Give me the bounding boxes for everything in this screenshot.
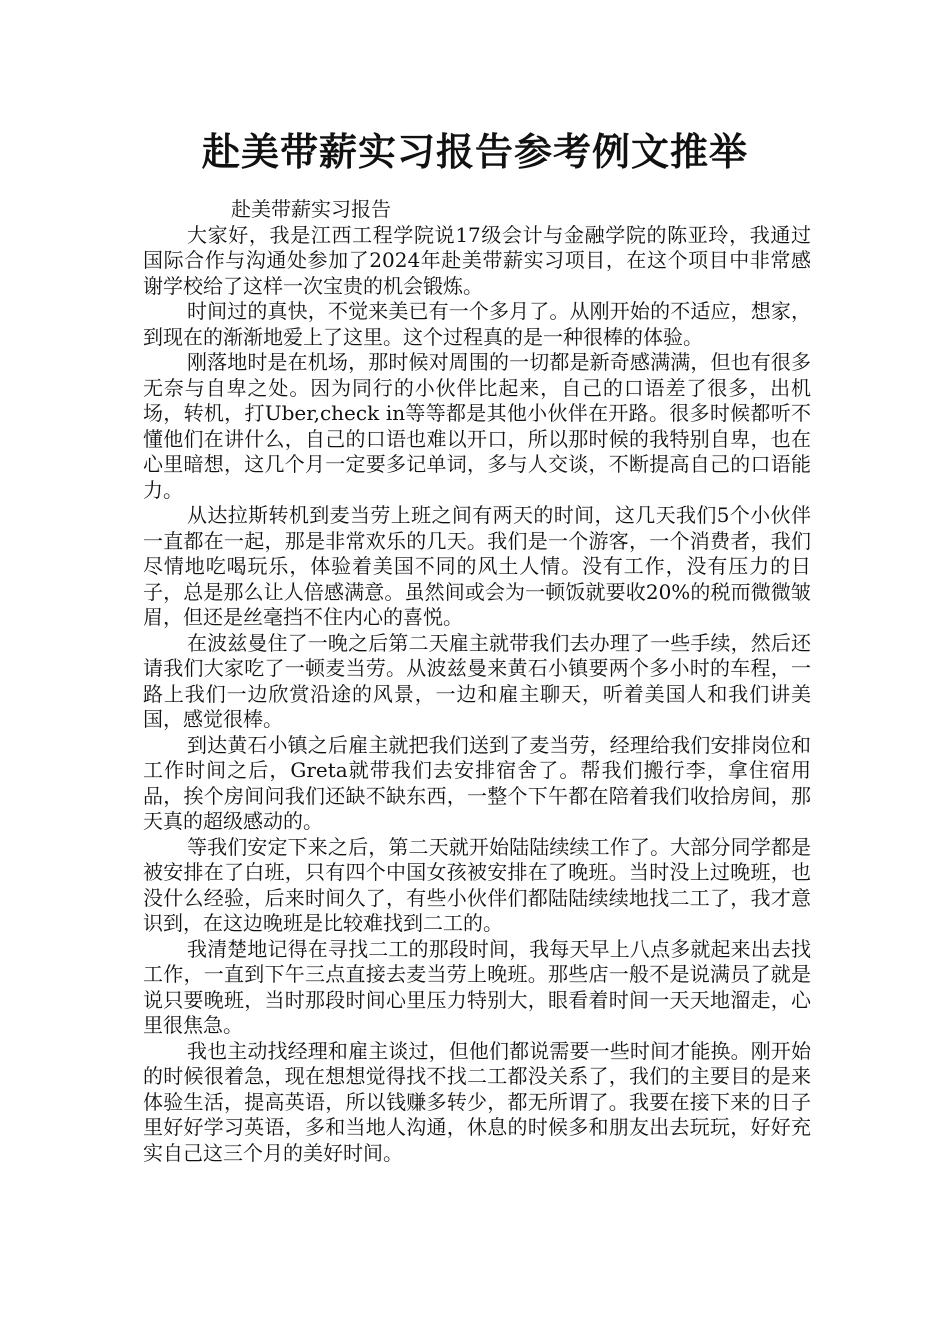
paragraph: 刚落地时是在机场，那时候对周围的一切都是新奇感满满，但也有很多无奈与自卑之处。因为同行的小伙伴比起来，自己的口语差了很多，出机场，转机，打Uber,check in等等都是其他小伙伴在开路。很多时候都听不懂他们在讲什么，自己的口语也难以开口，所以那时候的我特别自卑，也在心里暗想，这几个月一定要多记单词，多与人交谈，不断提高自己的口语能力。 [143,350,811,502]
paragraph: 我清楚地记得在寻找二工的那段时间，我每天早上八点多就起来出去找工作，一直到下午三点直接去麦当劳上晚班。那些店一般不是说满员了就是说只要晚班，当时那段时间心里压力特别大，眼看着时间一天天地溜走，心里很焦急。 [143,936,811,1037]
paragraph: 我也主动找经理和雇主谈过，但他们都说需要一些时间才能换。刚开始的时候很着急，现在想想觉得找不找二工都没关系了，我们的主要目的是来体验生活，提高英语，所以钱赚多转少，都无所谓了。我要在接下来的日子里好好学习英语，多和当地人沟通，休息的时候多和朋友出去玩玩，好好充实自己这三个月的美好时间。 [143,1038,811,1165]
paragraph: 从达拉斯转机到麦当劳上班之间有两天的时间，这几天我们5个小伙伴一直都在一起，那是非常欢乐的几天。我们是一个游客，一个消费者，我们尽情地吃喝玩乐，体验着美国不同的风土人情。没有工作，没有压力的日子，总是那么让人倍感满意。虽然间或会为一顿饭就要收20%的税而微微皱眉，但还是丝毫挡不住内心的喜悦。 [143,503,811,629]
paragraph: 大家好，我是江西工程学院说17级会计与金融学院的陈亚玲，我通过国际合作与沟通处参加了2024年赴美带薪实习项目，在这个项目中非常感谢学校给了这样一次宝贵的机会锻炼。 [143,222,811,298]
document-subtitle: 赴美带薪实习报告 [231,197,391,221]
paragraph: 等我们安定下来之后，第二天就开始陆陆续续工作了。大部分同学都是被安排在了白班，只有四个中国女孩被安排在了晚班。当时没上过晚班，也没什么经验，后来时间久了，有些小伙伴们都陆陆续续地找二工了，我才意识到，在这边晚班是比较难找到二工的。 [143,834,811,935]
paragraph: 到达黄石小镇之后雇主就把我们送到了麦当劳，经理给我们安排岗位和工作时间之后，Greta就带我们去安排宿舍了。帮我们搬行李，拿住宿用品，挨个房间问我们还缺不缺东西，一整个下午都在陪着我们收拾房间，那天真的超级感动的。 [143,732,811,833]
paragraph: 时间过的真快，不觉来美已有一个多月了。从刚开始的不适应，想家，到现在的渐渐地爱上了这里。这个过程真的是一种很棒的体验。 [143,299,811,349]
document-title: 赴美带薪实习报告参考例文推举 [201,130,748,174]
document-body [143,197,811,1166]
paragraph: 在波兹曼住了一晚之后第二天雇主就带我们去办理了一些手续，然后还请我们大家吃了一顿麦当劳。从波兹曼来黄石小镇要两个多小时的车程，一路上我们一边欣赏沿途的风景，一边和雇主聊天，听着美国人和我们讲美国，感觉很棒。 [143,630,811,731]
